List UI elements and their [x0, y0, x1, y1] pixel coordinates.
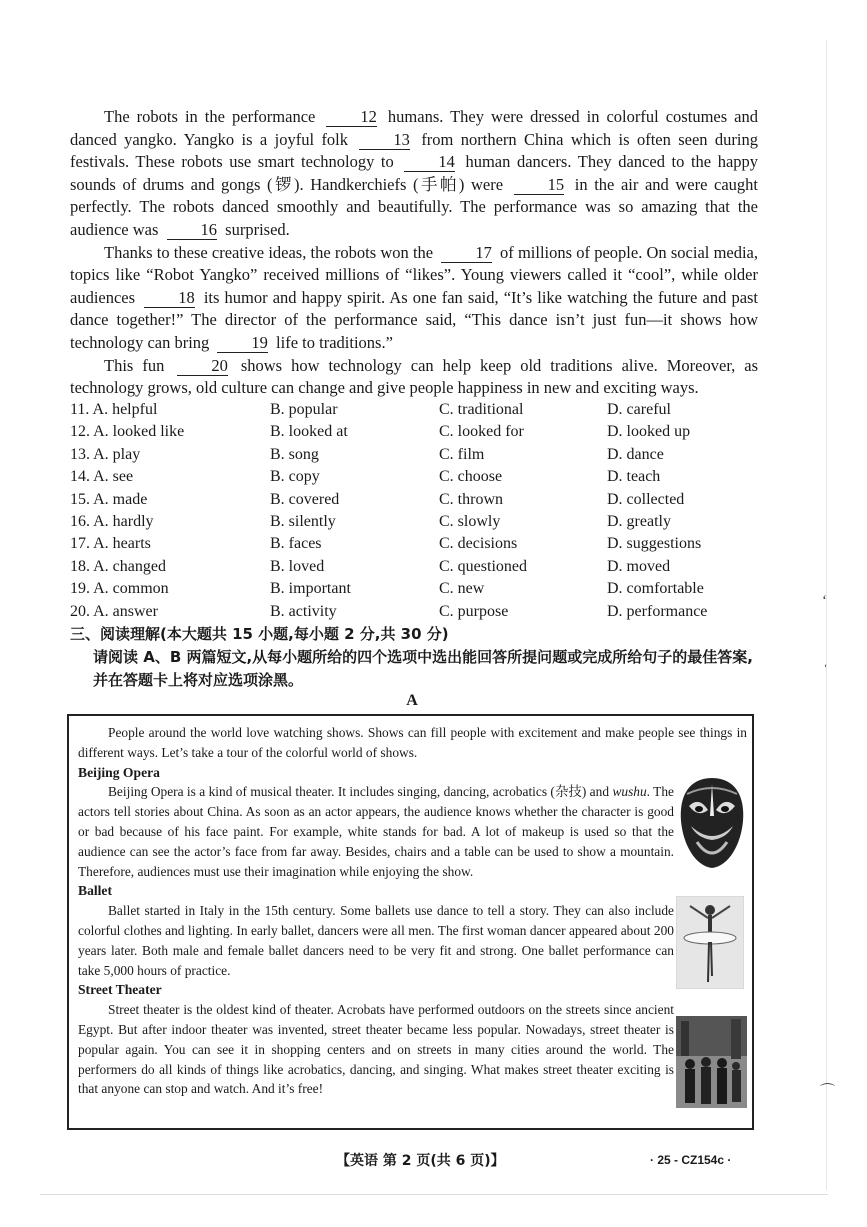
option-c: C. choose	[439, 468, 503, 486]
option-c: C. purpose	[439, 602, 509, 620]
option-d: D. performance	[607, 602, 708, 620]
option-a: 20. A. answer	[70, 602, 158, 620]
text-italic: wushu	[612, 784, 647, 800]
option-b: B. activity	[270, 602, 337, 620]
ballet-paragraph: Ballet started in Italy in the 15th century. Some ballets use dance to tell a story. They can also include colorful clothes and lighting. In early ballet, dancers were all men. The first woman dancer appeared about 200 years later. Both male and female ballet dancers need to be very fit and strong. One ballet performance can take 5,000 hours of practice.	[78, 903, 674, 978]
option-c: C. new	[439, 580, 485, 598]
option-a: 19. A. common	[70, 580, 169, 598]
text: The robots in the performance	[104, 107, 316, 126]
text: surprised.	[225, 219, 290, 239]
question-row	[70, 578, 760, 600]
ballet-dancer-image	[676, 896, 744, 989]
question-row	[70, 421, 760, 443]
blank-12: 12	[326, 108, 377, 127]
text: Thanks to these creative ideas, the robots won the	[104, 242, 434, 262]
option-b: B. song	[270, 445, 319, 463]
option-d: D. greatly	[607, 512, 671, 530]
margin-mark: ˈ	[823, 663, 828, 679]
text: Beijing Opera is a kind of musical theater. It includes singing, dancing, acrobatics (杂技) and	[108, 784, 610, 800]
text: . The actors tell stories about China. As soon as an actor appears, the audience knows whether the character is good or bad because of his face paint. For example, white stands for bad. A lot of makeup is used so that the audience can see the actor’s face from far away. Besides, chairs and a table can be used to show a mountain. Therefore, audiences must use their imagination while enjoying the show.	[78, 784, 674, 879]
question-row	[70, 489, 760, 511]
cloze-paragraph-3	[70, 355, 758, 400]
text: life to traditions.”	[276, 332, 393, 352]
heading-street-theater: Street Theater	[78, 982, 162, 998]
exam-code: · 25 - CZ154c ·	[650, 1153, 732, 1167]
blank-17: 17	[441, 244, 492, 263]
option-b: B. looked at	[270, 423, 348, 441]
heading-ballet: Ballet	[78, 883, 112, 899]
margin-mark: ʻ	[822, 593, 827, 609]
question-row	[70, 533, 760, 555]
cloze-paragraph-2	[70, 242, 758, 355]
blank-14: 14	[404, 153, 455, 172]
text: This fun	[104, 355, 165, 375]
option-d: D. suggestions	[607, 535, 702, 553]
blank-15: 15	[514, 176, 565, 195]
option-c: C. film	[439, 445, 485, 463]
blank-13: 13	[359, 131, 410, 150]
option-a: 12. A. looked like	[70, 423, 185, 441]
cloze-paragraph-1	[70, 106, 758, 242]
passage-label: A	[406, 692, 418, 709]
option-a: 14. A. see	[70, 468, 134, 486]
option-a: 17. A. hearts	[70, 535, 151, 553]
option-d: D. dance	[607, 445, 664, 463]
option-c: C. slowly	[439, 512, 501, 530]
option-d: D. looked up	[607, 423, 691, 441]
option-c: C. thrown	[439, 490, 503, 508]
text: from northern China which is often seen during festivals. These robots use smart technology to	[70, 129, 759, 172]
question-row	[70, 511, 760, 533]
option-b: B. popular	[270, 401, 338, 418]
text: humans. They were dressed in colorful costumes and danced yangko. Yangko is a joyful folk	[70, 107, 758, 149]
option-a: 13. A. play	[70, 445, 141, 463]
option-b: B. important	[270, 580, 351, 598]
option-b: B. silently	[270, 512, 336, 530]
section-instructions: 请阅读 A、B 两篇短文,从每小题所给的四个选项中选出能回答所提问题或完成所给句子的最佳答案,并在答题卡上将对应选项涂黑。	[93, 648, 753, 689]
question-row	[70, 466, 760, 488]
question-options	[70, 399, 760, 623]
text: in the air and were caught perfectly. The robots danced smoothly and beautifully. The performance was so amazing that the audience was	[70, 174, 759, 239]
option-b: B. copy	[270, 468, 320, 486]
question-row	[70, 556, 760, 578]
option-c: C. looked for	[439, 423, 524, 441]
opera-paragraph	[78, 782, 674, 881]
blank-16: 16	[167, 221, 218, 240]
blank-19: 19	[217, 334, 268, 353]
reading-passage	[78, 723, 747, 1099]
section-title: 三、阅读理解(本大题共 15 小题,每小题 2 分,共 30 分)	[70, 625, 449, 643]
option-c: C. decisions	[439, 535, 518, 553]
bottom-rule	[40, 1194, 828, 1195]
option-b: B. covered	[270, 490, 340, 508]
option-d: D. collected	[607, 490, 685, 508]
option-a: 15. A. made	[70, 490, 148, 508]
text: human dancers. They danced to the happy sounds of drums and gongs (锣). Handkerchiefs (手帕) were	[70, 152, 759, 194]
page-footer: 【英语 第 2 页(共 6 页)】	[336, 1153, 505, 1169]
option-a: 16. A. hardly	[70, 512, 154, 530]
cloze-passage	[70, 106, 758, 400]
text: its humor and happy spirit. As one fan said, “It’s like watching the future and past dance together!” The director of the performance said, “This dance isn’t just fun—it shows how technology can bring	[70, 287, 759, 352]
blank-18: 18	[144, 289, 195, 308]
opera-mask-image	[677, 776, 747, 870]
reading-intro: People around the world love watching shows. Shows can fill people with excitement and make people see things in different ways. Let’s take a tour of the colorful world of shows.	[78, 725, 747, 760]
option-c: C. traditional	[439, 401, 524, 418]
option-d: D. moved	[607, 557, 671, 575]
text: of millions of people. On social media, topics like “Robot Yangko” received millions of “likes”. Young viewers called it “cool”, while older audiences	[70, 242, 759, 307]
option-b: B. faces	[270, 535, 322, 553]
option-d: D. comfortable	[607, 580, 704, 598]
text: shows how technology can help keep old traditions alive. Moreover, as technology grows, old culture can change and give people happiness in new and exciting ways.	[70, 355, 759, 398]
heading-beijing-opera: Beijing Opera	[78, 764, 160, 780]
margin-mark: ⌒	[820, 1084, 836, 1100]
option-c: C. questioned	[439, 557, 527, 575]
street-paragraph: Street theater is the oldest kind of theater. Acrobats have performed outdoors on the streets since ancient Egypt. But after indoor theater was invented, street theater became less popular. Nowadays, street theater is popular again. You can see it in shopping centers and on streets in many cities around the world. The performers do all kinds of things like acrobatics, dancing, and singing. What makes street theater exciting is that anyone can stop and watch. And it’s free!	[78, 1002, 674, 1097]
option-a: 11. A. helpful	[70, 401, 158, 418]
option-a: 18. A. changed	[70, 557, 166, 575]
option-d: D. teach	[607, 468, 661, 486]
blank-20: 20	[177, 357, 228, 376]
page-edge	[826, 40, 827, 1190]
option-b: B. loved	[270, 557, 325, 575]
question-row	[70, 601, 760, 623]
question-row	[70, 399, 760, 421]
option-d: D. careful	[607, 401, 671, 418]
street-theater-image	[676, 1016, 747, 1108]
question-row	[70, 444, 760, 466]
